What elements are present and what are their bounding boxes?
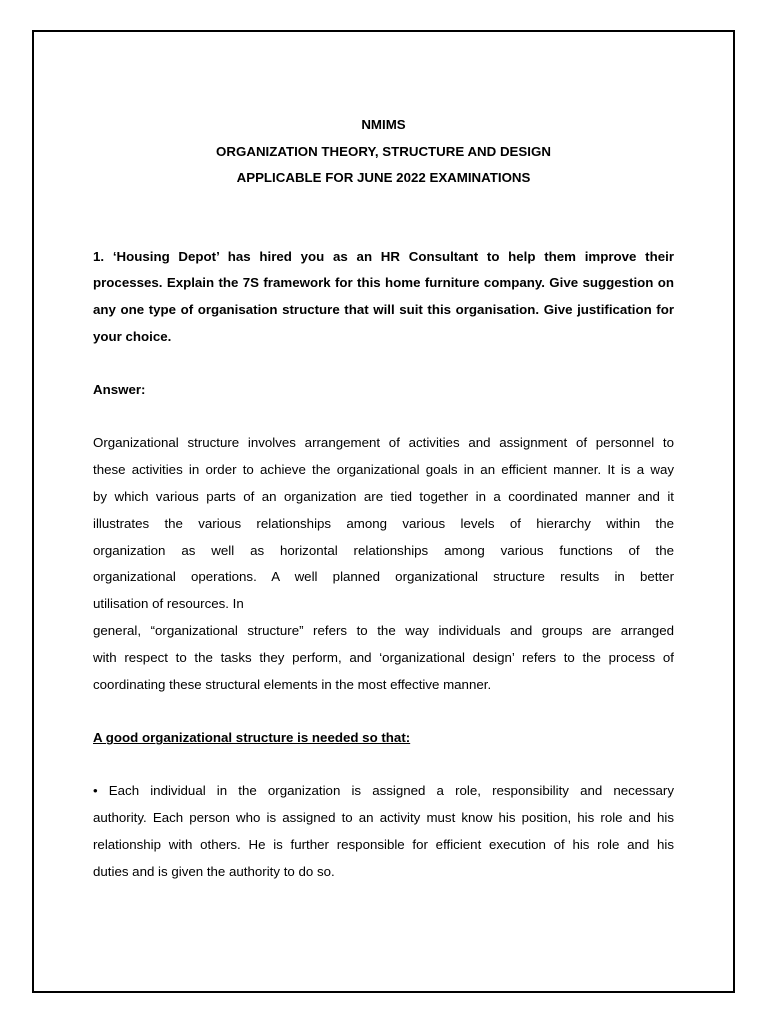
question-line: your choice.	[93, 328, 172, 344]
paragraph-line: coordinating these structural elements in the most effective manner.	[93, 676, 492, 692]
paragraph-line: by which various parts of an organization are tied together in a coordinated manner and it	[93, 489, 674, 505]
question-line: 1. ‘Housing Depot’ has hired you as an HR Consultant to help them improve their	[93, 248, 674, 264]
exam-applicability: APPLICABLE FOR JUNE 2022 EXAMINATIONS	[236, 170, 531, 185]
document-content	[93, 112, 674, 885]
answer-label: Answer:	[93, 381, 146, 397]
paragraph-line: illustrates the various relationships among various levels of hierarchy within the	[93, 515, 674, 531]
question-line: processes. Explain the 7S framework for this home furniture company. Give suggestion on	[93, 275, 674, 291]
question-text	[93, 244, 674, 351]
answer-paragraph	[93, 430, 674, 698]
question-line: any one type of organisation structure that will suit this organisation. Give justification for	[93, 302, 674, 318]
bullet-item	[93, 778, 674, 885]
bullet-line: relationship with others. He is further responsible for efficient execution of his role and his	[93, 836, 674, 852]
subject-title: ORGANIZATION THEORY, STRUCTURE AND DESIGN	[216, 143, 551, 159]
bullet-line: authority. Each person who is assigned to an activity must know his position, his role and his	[93, 810, 674, 826]
bullet-line: • Each individual in the organization is assigned a role, responsibility and necessary	[93, 783, 674, 799]
institution-title: NMIMS	[361, 117, 406, 132]
paragraph-line: organizational operations. A well planned organizational structure results in better	[93, 569, 674, 585]
paragraph-line: these activities in order to achieve the organizational goals in an efficient manner. It is a way	[93, 462, 674, 478]
paragraph-line: general, “organizational structure” refers to the way individuals and groups are arranged	[93, 623, 674, 639]
paragraph-line: utilisation of resources. In	[93, 596, 244, 612]
section-subheading: A good organizational structure is needed so that:	[93, 730, 411, 746]
paragraph-line: Organizational structure involves arrangement of activities and assignment of personnel to	[93, 435, 674, 451]
bullet-line: duties and is given the authority to do so.	[93, 863, 335, 879]
paragraph-line: with respect to the tasks they perform, and ‘organizational design’ refers to the process of	[93, 649, 674, 665]
paragraph-line: organization as well as horizontal relationships among various functions of the	[93, 542, 674, 558]
